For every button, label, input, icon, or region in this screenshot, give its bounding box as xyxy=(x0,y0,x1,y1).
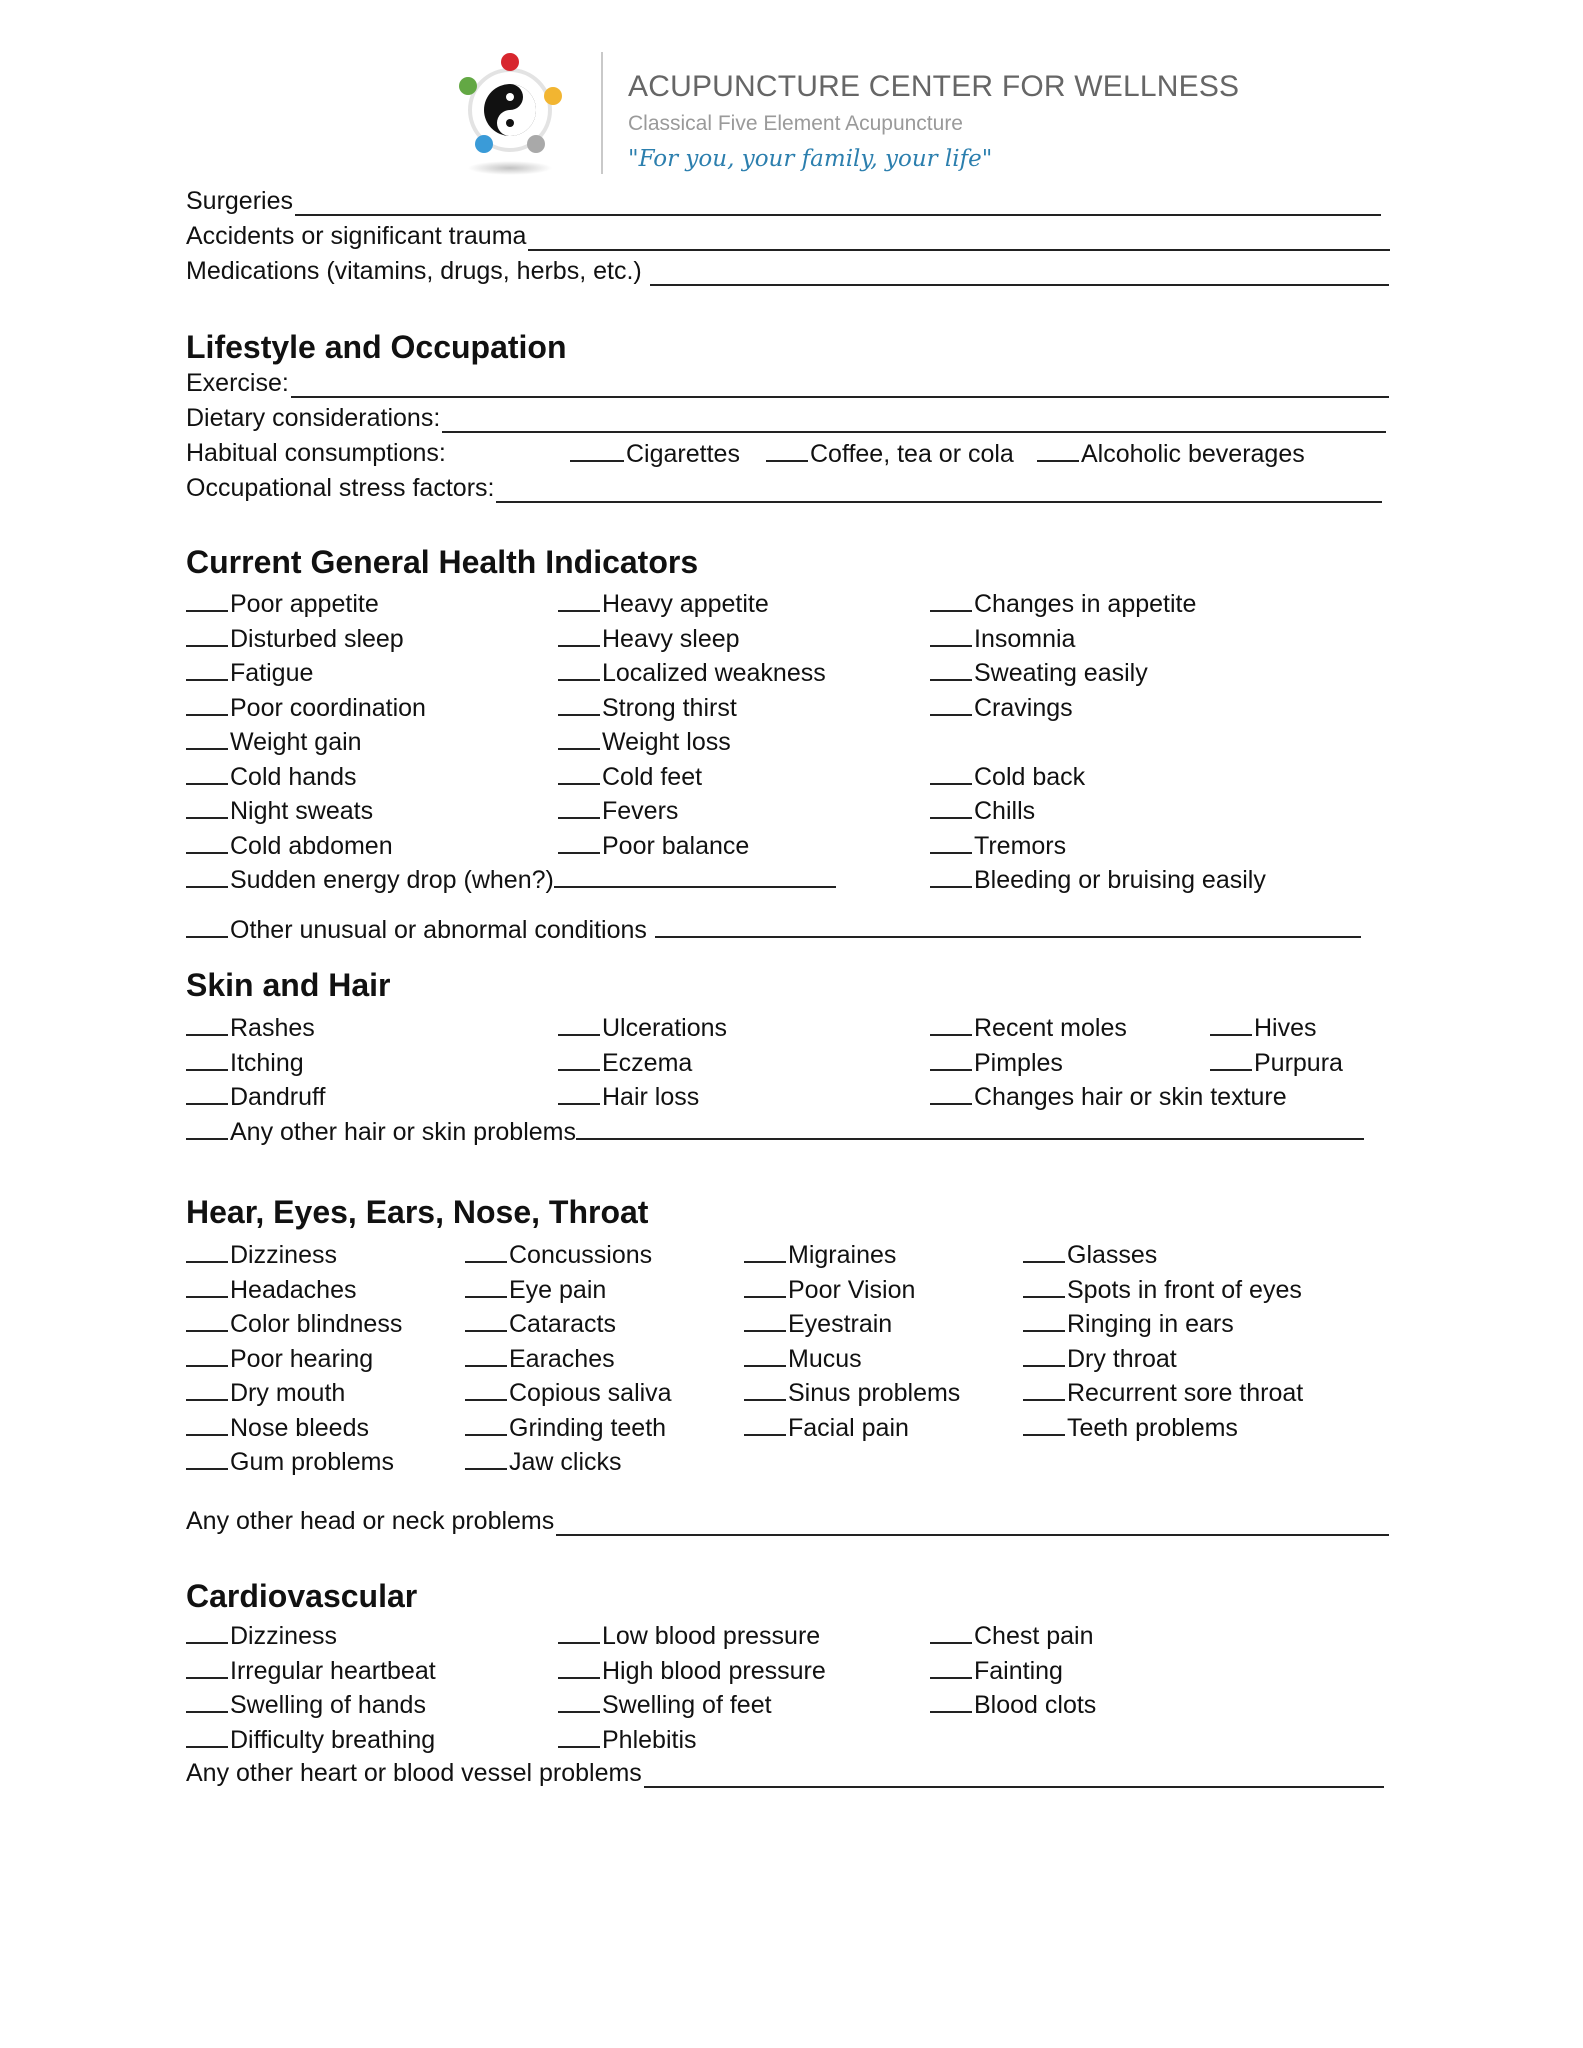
heent-checkbox-dry-throat[interactable] xyxy=(1023,1343,1177,1374)
checkbox-blank[interactable] xyxy=(1210,1012,1252,1036)
heent-checkbox-earaches[interactable] xyxy=(465,1343,615,1374)
surgeries-label: Surgeries xyxy=(186,187,293,215)
cardio-checkbox-phlebitis[interactable] xyxy=(558,1724,697,1755)
checkbox-blank[interactable] xyxy=(186,1343,228,1367)
habitual-option-alcohol[interactable]: Alcoholic beverages xyxy=(1037,438,1305,469)
skin-checkbox-itching[interactable] xyxy=(186,1047,304,1078)
checkbox-label: Mucus xyxy=(788,1344,862,1373)
heent-checkbox-grinding-teeth[interactable] xyxy=(465,1412,666,1443)
checkbox-blank[interactable] xyxy=(558,795,600,819)
cardio-checkbox-high-blood-pressure[interactable] xyxy=(558,1655,826,1686)
checkbox-label: Chest pain xyxy=(974,1622,1094,1650)
exercise-blank[interactable] xyxy=(291,374,1389,398)
skin-other-field[interactable] xyxy=(186,1116,1364,1147)
cardio-checkbox-chest-pain[interactable] xyxy=(930,1620,1094,1651)
heent-checkbox-recurrent-sore-throat[interactable] xyxy=(1023,1377,1303,1408)
checkbox-blank[interactable] xyxy=(744,1343,786,1367)
checkbox-blank[interactable] xyxy=(186,1724,228,1748)
stress-field[interactable] xyxy=(186,473,1382,503)
checkbox-blank[interactable] xyxy=(930,864,972,888)
clinic-name: ACUPUNCTURE CENTER FOR WELLNESS xyxy=(628,70,1240,103)
medications-field[interactable] xyxy=(186,256,1389,286)
heent-checkbox-copious-saliva[interactable] xyxy=(465,1377,672,1408)
exercise-field[interactable] xyxy=(186,368,1389,398)
checkbox-label: Fatigue xyxy=(230,659,314,687)
checkbox-label: Cravings xyxy=(974,693,1073,722)
checkbox-blank[interactable] xyxy=(930,1081,972,1105)
heent-checkbox-ringing-in-ears[interactable] xyxy=(1023,1308,1234,1339)
checkbox-blank[interactable] xyxy=(930,830,972,854)
heent-checkbox-spots-in-front-of-eyes[interactable] xyxy=(1023,1274,1302,1305)
checkbox-label: Sweating easily xyxy=(974,659,1148,687)
general-checkbox-sudden-energy-drop-when[interactable] xyxy=(186,864,836,895)
heent-checkbox-jaw-clicks[interactable] xyxy=(465,1446,622,1477)
checkbox-blank[interactable] xyxy=(930,588,972,612)
checkbox-label: Facial pain xyxy=(788,1413,909,1442)
cardio-checkbox-swelling-of-hands[interactable] xyxy=(186,1689,426,1720)
general-checkbox-heavy-appetite[interactable] xyxy=(558,588,769,619)
general-checkbox-cold-hands[interactable] xyxy=(186,761,356,792)
heent-checkbox-dry-mouth[interactable] xyxy=(186,1377,345,1408)
checkbox-label: Dandruff xyxy=(230,1083,326,1111)
cardio-other-label: Any other heart or blood vessel problems xyxy=(186,1759,642,1787)
checkbox-blank[interactable] xyxy=(930,1655,972,1679)
checkbox-label: Blood clots xyxy=(974,1691,1097,1719)
skin-checkbox-hair-loss[interactable] xyxy=(558,1081,699,1112)
checkbox-label: High blood pressure xyxy=(602,1656,826,1685)
checkbox-blank[interactable] xyxy=(744,1412,786,1436)
checkbox-label: Hives xyxy=(1254,1014,1317,1042)
checkbox-label: Heavy sleep xyxy=(602,624,740,653)
checkbox-label: Eczema xyxy=(602,1048,693,1077)
checkbox-blank[interactable] xyxy=(186,1081,228,1105)
heent-checkbox-mucus[interactable] xyxy=(744,1343,862,1374)
checkbox-blank[interactable] xyxy=(558,1655,600,1679)
checkbox-label: Copious saliva xyxy=(509,1379,672,1407)
general-checkbox-cold-abdomen[interactable] xyxy=(186,830,393,861)
checkbox-label: Weight loss xyxy=(602,728,731,756)
cardio-checkbox-difficulty-breathing[interactable] xyxy=(186,1724,435,1755)
general-checkbox-weight-gain[interactable] xyxy=(186,726,362,757)
checkbox-label: Insomnia xyxy=(974,624,1076,653)
heent-checkbox-sinus-problems[interactable] xyxy=(744,1377,960,1408)
heent-checkbox-teeth-problems[interactable] xyxy=(1023,1412,1238,1443)
checkbox-blank[interactable] xyxy=(186,795,228,819)
checkbox-blank[interactable] xyxy=(186,830,228,854)
skin-checkbox-hives[interactable] xyxy=(1210,1012,1317,1043)
skin-checkbox-eczema[interactable] xyxy=(558,1047,692,1078)
checkbox-label: Grinding teeth xyxy=(509,1413,667,1442)
checkbox-label: Purpura xyxy=(1254,1048,1343,1077)
checkbox-label: Poor coordination xyxy=(230,693,426,722)
checkbox-blank[interactable] xyxy=(186,692,228,716)
checkbox-label: Difficulty breathing xyxy=(230,1725,436,1754)
checkbox-label: Poor Vision xyxy=(788,1275,916,1304)
heent-other-label: Any other head or neck problems xyxy=(186,1507,555,1535)
heent-checkbox-facial-pain[interactable] xyxy=(744,1412,909,1443)
checkbox-blank[interactable] xyxy=(558,657,600,681)
checkbox-blank[interactable] xyxy=(558,1620,600,1644)
dietary-field[interactable] xyxy=(186,403,1386,433)
checkbox-label: Migraines xyxy=(788,1241,897,1269)
checkbox-label: Dizziness xyxy=(230,1241,337,1269)
checkbox-label: Jaw clicks xyxy=(509,1448,622,1476)
checkbox-blank[interactable] xyxy=(465,1239,507,1263)
checkbox-label: Swelling of feet xyxy=(602,1691,772,1719)
checkbox-label: Sudden energy drop (when?) xyxy=(230,866,554,894)
checkbox-blank[interactable] xyxy=(558,1081,600,1105)
checkbox-blank[interactable] xyxy=(558,726,600,750)
checkbox-label: Localized weakness xyxy=(602,659,826,687)
general-checkbox-poor-balance[interactable] xyxy=(558,830,749,861)
checkbox-label: Fevers xyxy=(602,797,679,825)
heent-checkbox-gum-problems[interactable] xyxy=(186,1446,394,1477)
checkbox-blank[interactable] xyxy=(930,1047,972,1071)
checkbox-blank[interactable] xyxy=(465,1274,507,1298)
checkbox-label: Spots in front of eyes xyxy=(1067,1275,1302,1304)
habitual-label: Habitual consumptions: xyxy=(186,439,446,467)
checkbox-blank[interactable] xyxy=(558,1012,600,1036)
checkbox-label: Irregular heartbeat xyxy=(230,1656,436,1685)
skin-checkbox-ulcerations[interactable] xyxy=(558,1012,727,1043)
checkbox-blank[interactable] xyxy=(465,1377,507,1401)
checkbox-label: Dizziness xyxy=(230,1622,337,1650)
checkbox-blank[interactable] xyxy=(186,1377,228,1401)
checkbox-blank[interactable] xyxy=(930,692,972,716)
checkbox-blank[interactable] xyxy=(558,623,600,647)
checkbox-blank[interactable] xyxy=(744,1239,786,1263)
checkbox-label: Pimples xyxy=(974,1048,1063,1077)
heent-heading: Hear, Eyes, Ears, Nose, Throat xyxy=(186,1194,649,1230)
accidents-field[interactable] xyxy=(186,221,1390,251)
general-checkbox-cravings[interactable] xyxy=(930,692,1073,723)
checkbox-blank[interactable] xyxy=(930,1620,972,1644)
heent-checkbox-concussions[interactable] xyxy=(465,1239,652,1270)
checkbox-blank[interactable] xyxy=(930,1012,972,1036)
checkbox-label: Earaches xyxy=(509,1344,615,1373)
checkbox-blank[interactable] xyxy=(558,1047,600,1071)
stress-blank[interactable] xyxy=(496,479,1382,503)
checkbox-label: Dry mouth xyxy=(230,1379,346,1407)
checkbox-blank[interactable] xyxy=(186,588,228,612)
checkbox-label: Disturbed sleep xyxy=(230,624,404,653)
general-other-field[interactable] xyxy=(186,914,1361,945)
accidents-label: Accidents or significant trauma xyxy=(186,222,527,250)
general-other-blank[interactable] xyxy=(655,914,1361,938)
checkbox-label: Swelling of hands xyxy=(230,1691,426,1719)
checkbox-blank[interactable] xyxy=(186,1655,228,1679)
dietary-label: Dietary considerations: xyxy=(186,404,441,432)
cardio-other-field[interactable] xyxy=(186,1758,1384,1788)
checkbox-blank[interactable] xyxy=(465,1412,507,1436)
general-checkbox-cold-back[interactable] xyxy=(930,761,1085,792)
general-checkbox-night-sweats[interactable] xyxy=(186,795,373,826)
checkbox-blank[interactable] xyxy=(186,1446,228,1470)
cardio-checkbox-swelling-of-feet[interactable] xyxy=(558,1689,772,1720)
checkbox-label: Color blindness xyxy=(230,1310,403,1338)
general-checkbox-insomnia[interactable] xyxy=(930,623,1075,654)
accidents-blank[interactable] xyxy=(528,227,1390,251)
surgeries-field[interactable] xyxy=(186,186,1381,216)
general-heading: Current General Health Indicators xyxy=(186,544,699,580)
general-checkbox-tremors[interactable] xyxy=(930,830,1066,861)
lifestyle-heading: Lifestyle and Occupation xyxy=(186,329,567,365)
medications-blank[interactable] xyxy=(650,262,1389,286)
checkbox-label: Cataracts xyxy=(509,1310,616,1338)
checkbox-label: Changes hair or skin texture xyxy=(974,1083,1287,1111)
checkbox-blank[interactable] xyxy=(1023,1377,1065,1401)
cardio-heading: Cardiovascular xyxy=(186,1578,418,1614)
energy-drop-when-blank[interactable] xyxy=(554,864,836,888)
checkbox-label: Cold abdomen xyxy=(230,831,393,860)
cardio-checkbox-fainting[interactable] xyxy=(930,1655,1063,1686)
heent-checkbox-poor-vision[interactable] xyxy=(744,1274,915,1305)
checkbox-blank[interactable] xyxy=(1023,1308,1065,1332)
heent-checkbox-eyestrain[interactable] xyxy=(744,1308,892,1339)
checkbox-label: Fainting xyxy=(974,1656,1063,1685)
general-checkbox-poor-coordination[interactable] xyxy=(186,692,426,723)
checkbox-blank[interactable] xyxy=(186,1012,228,1036)
general-checkbox-weight-loss[interactable] xyxy=(558,726,731,757)
checkbox-blank[interactable] xyxy=(744,1308,786,1332)
checkbox-label: Dry throat xyxy=(1067,1344,1177,1373)
heent-checkbox-eye-pain[interactable] xyxy=(465,1274,606,1305)
skin-checkbox-rashes[interactable] xyxy=(186,1012,315,1043)
heent-checkbox-poor-hearing[interactable] xyxy=(186,1343,373,1374)
checkbox-label: Glasses xyxy=(1067,1241,1158,1269)
checkbox-blank[interactable] xyxy=(930,657,972,681)
checkbox-blank[interactable] xyxy=(186,1274,228,1298)
checkbox-label: Recurrent sore throat xyxy=(1067,1379,1304,1407)
checkbox-blank[interactable] xyxy=(1023,1239,1065,1263)
general-checkbox-changes-in-appetite[interactable] xyxy=(930,588,1196,619)
heent-checkbox-headaches[interactable] xyxy=(186,1274,356,1305)
checkbox-label: Cold feet xyxy=(602,762,703,791)
checkbox-label: Changes in appetite xyxy=(974,590,1197,618)
checkbox-label: Itching xyxy=(230,1048,304,1077)
checkbox-label: Tremors xyxy=(974,831,1067,860)
heent-checkbox-migraines[interactable] xyxy=(744,1239,896,1270)
heent-other-field[interactable] xyxy=(186,1506,1389,1536)
clinic-header xyxy=(440,42,1240,192)
checkbox-blank[interactable] xyxy=(930,623,972,647)
checkbox-blank[interactable] xyxy=(186,1620,228,1644)
checkbox-blank[interactable] xyxy=(1210,1047,1252,1071)
general-checkbox-heavy-sleep[interactable] xyxy=(558,623,740,654)
checkbox-blank[interactable] xyxy=(186,657,228,681)
checkbox-blank[interactable] xyxy=(186,623,228,647)
general-checkbox-chills[interactable] xyxy=(930,795,1035,826)
checkbox-blank[interactable] xyxy=(465,1446,507,1470)
checkbox-label: Night sweats xyxy=(230,797,374,825)
heent-checkbox-nose-bleeds[interactable] xyxy=(186,1412,369,1443)
checkbox-blank[interactable] xyxy=(1023,1343,1065,1367)
general-checkbox-poor-appetite[interactable] xyxy=(186,588,379,619)
surgeries-blank[interactable] xyxy=(295,192,1381,216)
checkbox-blank[interactable] xyxy=(1023,1412,1065,1436)
checkbox-blank[interactable] xyxy=(744,1377,786,1401)
checkbox-label: Low blood pressure xyxy=(602,1622,821,1650)
cardio-checkbox-dizziness[interactable] xyxy=(186,1620,337,1651)
checkbox-blank[interactable] xyxy=(186,1047,228,1071)
checkbox-blank[interactable] xyxy=(558,1724,600,1748)
medications-label: Medications (vitamins, drugs, herbs, etc.) xyxy=(186,257,642,285)
checkbox-label: Recent moles xyxy=(974,1014,1127,1042)
checkbox-blank[interactable] xyxy=(186,1239,228,1263)
general-checkbox-fatigue[interactable] xyxy=(186,657,313,688)
checkbox-blank[interactable] xyxy=(930,795,972,819)
skin-checkbox-changes-hair-or-skin-texture[interactable] xyxy=(930,1081,1287,1112)
checkbox-label: Chills xyxy=(974,797,1036,825)
general-checkbox-bleeding-or-bruising-easily[interactable] xyxy=(930,864,1266,895)
checkbox-label: Headaches xyxy=(230,1275,357,1304)
checkbox-blank[interactable] xyxy=(186,1308,228,1332)
checkbox-blank[interactable] xyxy=(1023,1274,1065,1298)
general-checkbox-disturbed-sleep[interactable] xyxy=(186,623,404,654)
heent-checkbox-color-blindness[interactable] xyxy=(186,1308,402,1339)
checkbox-label: Ringing in ears xyxy=(1067,1310,1234,1338)
checkbox-blank[interactable] xyxy=(744,1274,786,1298)
checkbox-label: Rashes xyxy=(230,1014,315,1042)
checkbox-label: Ulcerations xyxy=(602,1014,728,1042)
skin-checkbox-dandruff[interactable] xyxy=(186,1081,325,1112)
heent-checkbox-dizziness[interactable] xyxy=(186,1239,337,1270)
stress-label: Occupational stress factors: xyxy=(186,474,495,502)
checkbox-label: Weight gain xyxy=(230,728,362,756)
clinic-subtitle: Classical Five Element Acupuncture xyxy=(628,112,963,135)
checkbox-blank[interactable] xyxy=(558,588,600,612)
checkbox-label: Poor balance xyxy=(602,831,750,860)
skin-checkbox-recent-moles[interactable] xyxy=(930,1012,1127,1043)
heent-checkbox-glasses[interactable] xyxy=(1023,1239,1157,1270)
cardio-checkbox-irregular-heartbeat[interactable] xyxy=(186,1655,436,1686)
checkbox-label: Poor hearing xyxy=(230,1344,374,1373)
checkbox-label: Sinus problems xyxy=(788,1379,961,1407)
checkbox-label: Poor appetite xyxy=(230,590,379,618)
skin-other-label: Any other hair or skin problems xyxy=(230,1118,576,1146)
checkbox-blank[interactable] xyxy=(186,1412,228,1436)
general-checkbox-cold-feet[interactable] xyxy=(558,761,702,792)
skin-checkbox-pimples[interactable] xyxy=(930,1047,1063,1078)
heent-other-blank[interactable] xyxy=(556,1512,1389,1536)
cardio-other-blank[interactable] xyxy=(644,1764,1384,1788)
checkbox-label: Eyestrain xyxy=(788,1310,893,1338)
checkbox-blank[interactable] xyxy=(186,726,228,750)
general-checkbox-fevers[interactable] xyxy=(558,795,678,826)
five-element-logo-icon xyxy=(450,48,570,178)
checkbox-blank[interactable] xyxy=(930,1689,972,1713)
exercise-label: Exercise: xyxy=(186,369,289,397)
skin-checkbox-purpura[interactable] xyxy=(1210,1047,1343,1078)
checkbox-blank[interactable] xyxy=(558,692,600,716)
heent-checkbox-cataracts[interactable] xyxy=(465,1308,616,1339)
dietary-blank[interactable] xyxy=(442,409,1386,433)
cardio-checkbox-low-blood-pressure[interactable] xyxy=(558,1620,820,1651)
checkbox-blank[interactable] xyxy=(465,1308,507,1332)
checkbox-label: Cold back xyxy=(974,762,1086,791)
checkbox-label: Eye pain xyxy=(509,1275,607,1304)
checkbox-label: Bleeding or bruising easily xyxy=(974,866,1266,894)
checkbox-label: Nose bleeds xyxy=(230,1413,369,1442)
checkbox-label: Teeth problems xyxy=(1067,1413,1238,1442)
general-checkbox-localized-weakness[interactable] xyxy=(558,657,826,688)
checkbox-label: Gum problems xyxy=(230,1448,394,1476)
clinic-tagline: "For you, your family, your life" xyxy=(628,146,993,172)
checkbox-blank[interactable] xyxy=(558,830,600,854)
header-divider xyxy=(601,52,603,174)
checkbox-blank[interactable] xyxy=(558,1689,600,1713)
habitual-option-coffee[interactable]: Coffee, tea or cola xyxy=(766,438,1014,469)
checkbox-blank[interactable] xyxy=(186,864,228,888)
general-checkbox-sweating-easily[interactable] xyxy=(930,657,1148,688)
habitual-option-cigarettes[interactable]: Cigarettes xyxy=(570,438,740,469)
checkbox-label: Hair loss xyxy=(602,1083,700,1111)
checkbox-blank[interactable] xyxy=(930,761,972,785)
checkbox-blank[interactable] xyxy=(558,761,600,785)
general-checkbox-strong-thirst[interactable] xyxy=(558,692,737,723)
general-other-label: Other unusual or abnormal conditions xyxy=(230,916,647,944)
checkbox-blank[interactable] xyxy=(186,761,228,785)
checkbox-blank[interactable] xyxy=(186,1689,228,1713)
checkbox-label: Strong thirst xyxy=(602,693,737,722)
skin-other-blank[interactable] xyxy=(576,1116,1364,1140)
checkbox-blank[interactable] xyxy=(465,1343,507,1367)
skin-heading: Skin and Hair xyxy=(186,967,391,1003)
checkbox-label: Cold hands xyxy=(230,762,357,791)
checkbox-label: Phlebitis xyxy=(602,1725,697,1754)
checkbox-label: Concussions xyxy=(509,1241,653,1269)
checkbox-label: Heavy appetite xyxy=(602,590,769,618)
cardio-checkbox-blood-clots[interactable] xyxy=(930,1689,1096,1720)
